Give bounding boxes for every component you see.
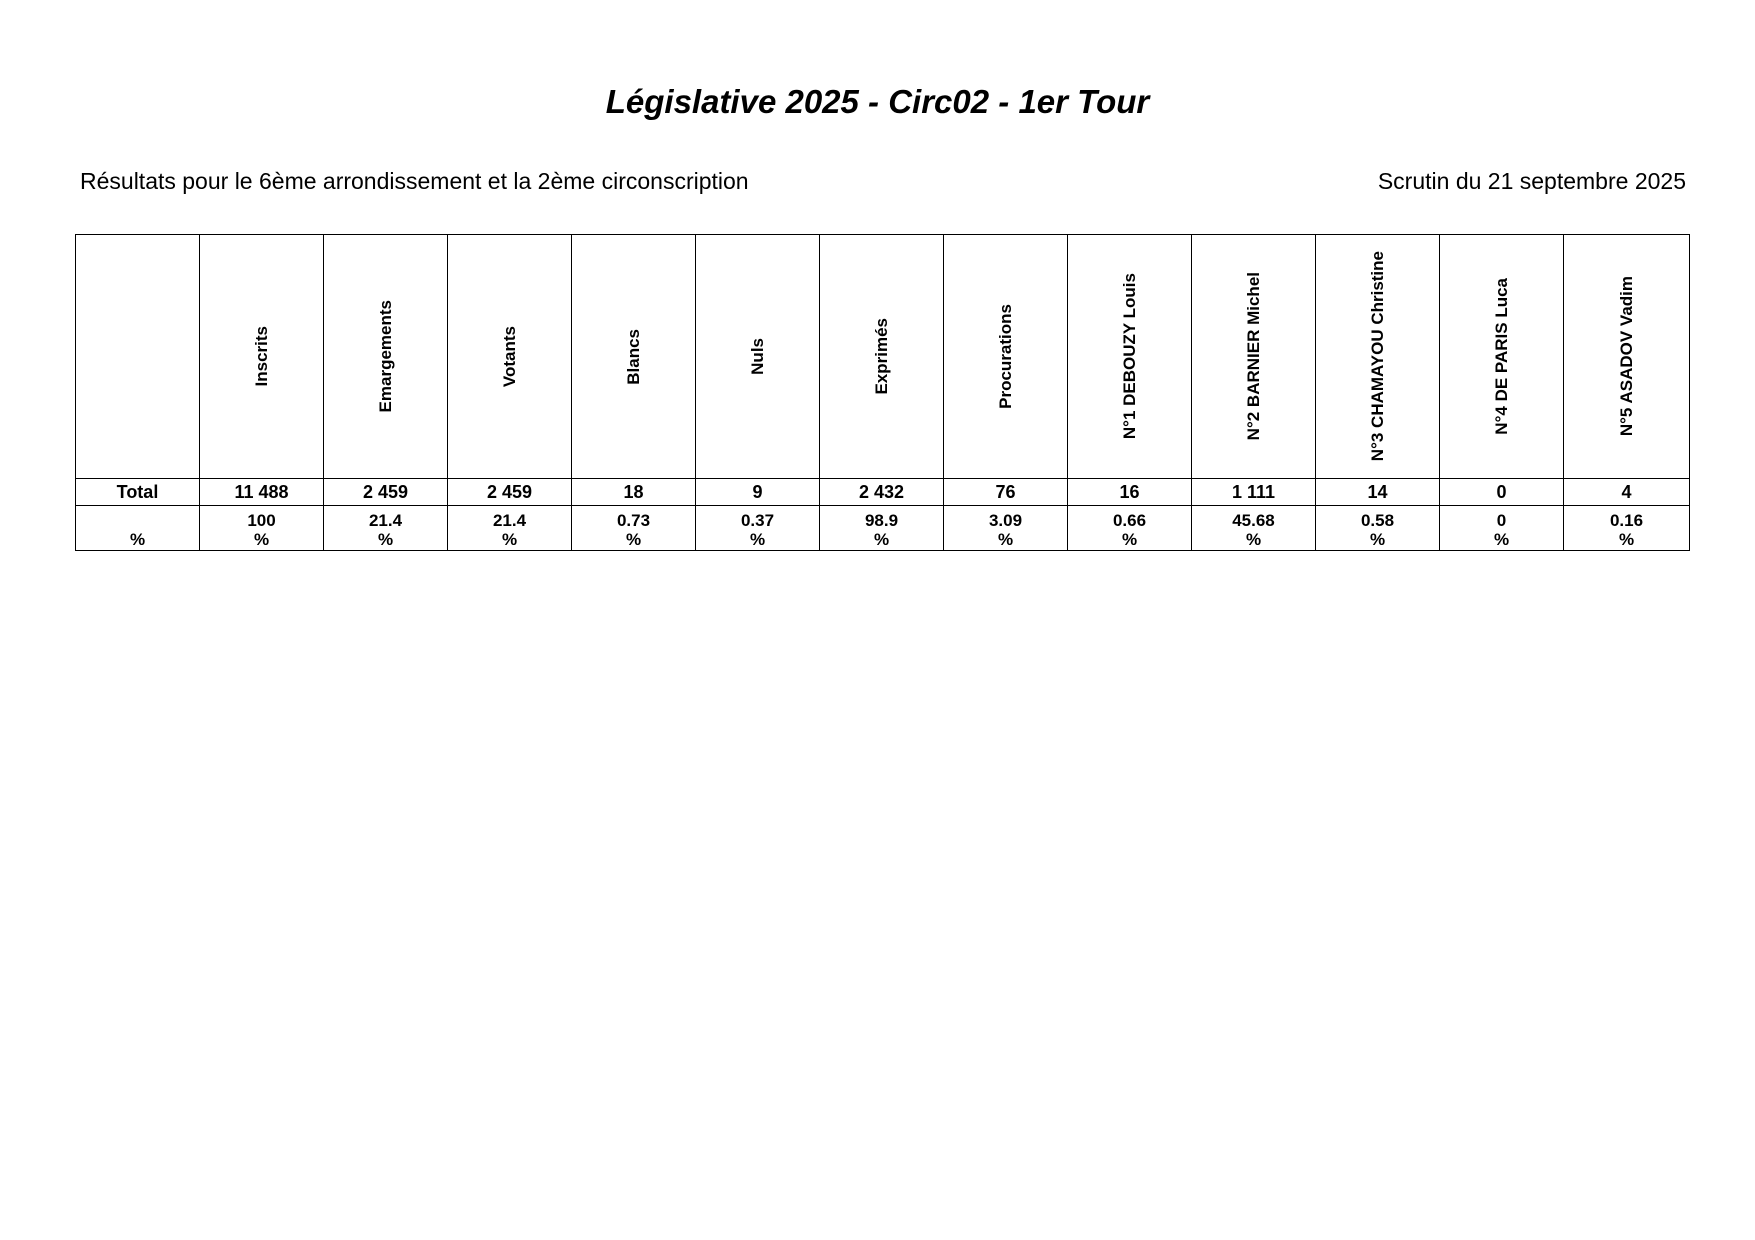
column-header xyxy=(324,235,448,479)
column-header xyxy=(696,235,820,479)
total-cell: 14 xyxy=(1316,479,1440,506)
percent-unit: % xyxy=(1618,530,1635,549)
column-header xyxy=(1192,235,1316,479)
percent-unit: % xyxy=(501,530,518,549)
percent-cell xyxy=(1440,506,1564,551)
total-cell: 2 459 xyxy=(448,479,572,506)
column-header-label: Inscrits xyxy=(251,326,271,387)
document-subtitle: Résultats pour le 6ème arrondissement et la 2ème circonscription xyxy=(80,168,749,194)
percent-cell xyxy=(696,506,820,551)
percent-value: 100 xyxy=(247,511,276,530)
total-cell: 9 xyxy=(696,479,820,506)
percent-value: 0.58 xyxy=(1360,511,1395,530)
total-cell: 2 432 xyxy=(820,479,944,506)
column-header xyxy=(572,235,696,479)
column-header-label: N°3 CHAMAYOU Christine xyxy=(1367,251,1387,462)
column-header-label: N°2 BARNIER Michel xyxy=(1243,272,1263,441)
percent-cell xyxy=(200,506,324,551)
column-header-label: Blancs xyxy=(623,328,643,385)
column-header xyxy=(944,235,1068,479)
total-cell: 11 488 xyxy=(200,479,324,506)
percent-unit: % xyxy=(1245,530,1262,549)
column-header-label: Nuls xyxy=(747,338,767,375)
column-header-label: N°1 DEBOUZY Louis xyxy=(1119,273,1139,440)
percent-value: 21.4 xyxy=(492,511,527,530)
column-header xyxy=(200,235,324,479)
document-title: Législative 2025 - Circ02 - 1er Tour xyxy=(605,83,1150,120)
total-cell: 4 xyxy=(1564,479,1690,506)
column-header xyxy=(448,235,572,479)
totals-row xyxy=(76,479,1690,506)
percent-row-label: % xyxy=(129,530,146,549)
percent-value: 0.66 xyxy=(1112,511,1147,530)
total-cell: 2 459 xyxy=(324,479,448,506)
percent-unit: % xyxy=(625,530,642,549)
row-label-total: Total xyxy=(76,479,200,506)
percent-cell xyxy=(448,506,572,551)
percent-row xyxy=(76,506,1690,551)
percent-cell xyxy=(1192,506,1316,551)
percent-value: 45.68 xyxy=(1232,511,1275,530)
column-header-label: Exprimés xyxy=(871,318,891,395)
table-header-row xyxy=(76,235,1690,479)
column-header xyxy=(1564,235,1690,479)
total-cell: 16 xyxy=(1068,479,1192,506)
percent-value: 21.4 xyxy=(368,511,403,530)
column-header xyxy=(1440,235,1564,479)
percent-value: 0 xyxy=(1496,511,1507,530)
percent-value: 0.16 xyxy=(1609,511,1644,530)
election-date: Scrutin du 21 septembre 2025 xyxy=(1377,168,1686,194)
percent-unit: % xyxy=(873,530,890,549)
column-header-label: Emargements xyxy=(375,300,395,413)
percent-unit: % xyxy=(749,530,766,549)
header-corner-cell xyxy=(76,235,200,479)
total-cell: 1 111 xyxy=(1192,479,1316,506)
percent-unit: % xyxy=(1369,530,1386,549)
percent-cell xyxy=(572,506,696,551)
percent-unit: % xyxy=(253,530,270,549)
column-header-label: Votants xyxy=(499,325,519,388)
column-header-label: N°5 ASADOV Vadim xyxy=(1616,276,1636,437)
column-header-label: Procurations xyxy=(995,304,1015,409)
percent-cell xyxy=(324,506,448,551)
total-cell: 76 xyxy=(944,479,1068,506)
percent-unit: % xyxy=(1121,530,1138,549)
column-header xyxy=(1316,235,1440,479)
percent-cell xyxy=(1564,506,1690,551)
percent-value: 3.09 xyxy=(988,511,1023,530)
percent-unit: % xyxy=(997,530,1014,549)
column-header xyxy=(820,235,944,479)
percent-value: 0.73 xyxy=(616,511,651,530)
row-label-percent xyxy=(76,506,200,551)
column-header xyxy=(1068,235,1192,479)
percent-unit: % xyxy=(377,530,394,549)
percent-value: 0.37 xyxy=(740,511,775,530)
column-header-label: N°4 DE PARIS Luca xyxy=(1491,278,1511,435)
percent-cell xyxy=(1316,506,1440,551)
results-table xyxy=(75,234,1690,551)
percent-cell xyxy=(1068,506,1192,551)
percent-value: 98.9 xyxy=(864,511,899,530)
percent-cell xyxy=(944,506,1068,551)
total-cell: 0 xyxy=(1440,479,1564,506)
percent-cell xyxy=(820,506,944,551)
percent-unit: % xyxy=(1493,530,1510,549)
total-cell: 18 xyxy=(572,479,696,506)
